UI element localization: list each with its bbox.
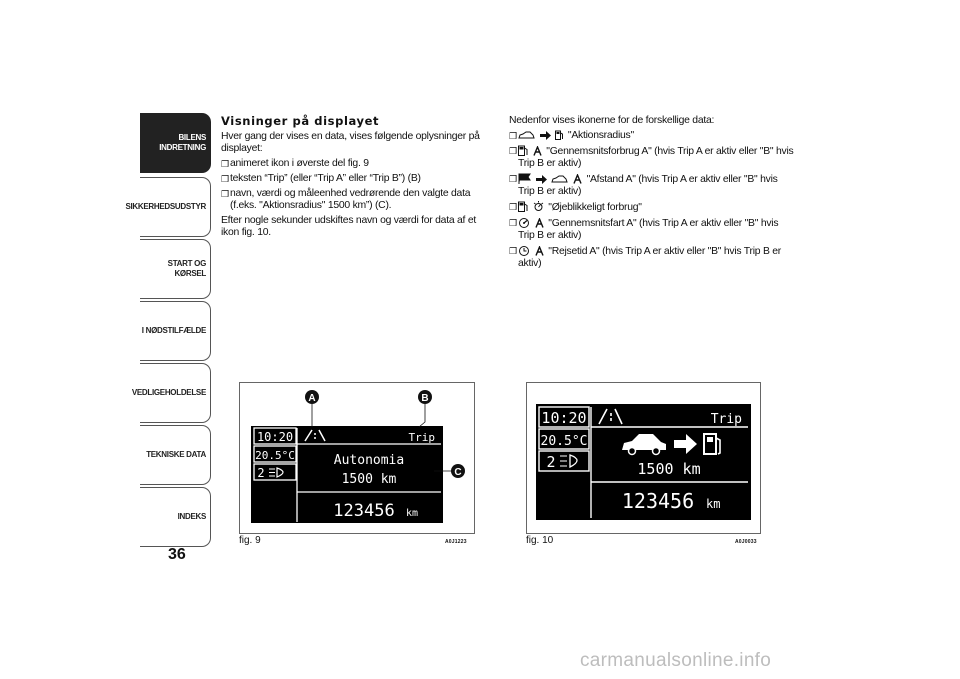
fig10-data-value: 1500 km [637, 460, 701, 478]
tab-bilens-indretning[interactable]: BILENS INDRETNING [140, 113, 211, 173]
fig10-caption: fig. 10 [526, 535, 554, 546]
gauge-icon [533, 201, 544, 212]
list-item: ❒ "Gennemsnitsfart A" (hvis Trip A er aktiv eller "B" hvis Trip B er aktiv) [509, 218, 779, 241]
fuel-pump-icon [555, 130, 563, 140]
list-item: ❒ "Øjeblikkeligt forbrug" [509, 202, 642, 213]
page-number: 36 [168, 546, 186, 563]
fuel-pump-icon [518, 145, 528, 156]
list-item: ❒ "Rejsetid A" (hvis Trip A er aktiv eller "B" hvis Trip B er aktiv) [509, 246, 782, 269]
fig10-clock: 10:20 [541, 409, 587, 427]
fig10-gear: 2 [546, 453, 556, 471]
callout-a: A [308, 393, 316, 404]
fig9-data-value: 1500 km [341, 472, 397, 487]
fig10-odometer: 123456 [621, 489, 695, 513]
section-heading: Visninger på displayet [221, 114, 380, 128]
bullet-box-icon: ❒ [509, 246, 517, 256]
fig10-trip-label: Trip [710, 412, 742, 427]
left-column [221, 115, 493, 242]
outro-paragraph: Efter nogle sekunder udskiftes navn og værdi for data af et ikon fig. 10. [221, 215, 476, 238]
list-item: ❒ animeret ikon i øverste del fig. 9 [221, 158, 369, 169]
fig9-odometer: 123456 [333, 501, 395, 521]
figure-10 [526, 382, 761, 534]
letter-a-icon [533, 146, 542, 156]
fig9-caption: fig. 9 [239, 535, 261, 546]
list-item: ❒ navn, værdi og måleenhed vedrørende den valgte data (f.eks. "Aktionsradius" 1500 km”) (C). [221, 188, 471, 211]
arrow-right-icon [540, 131, 551, 140]
figure-9 [239, 382, 475, 534]
fig10-code: A0J0033 [735, 539, 757, 545]
fig9-gear: 2 [257, 466, 265, 480]
tab-i-nodstilfaelde[interactable]: I NØDSTILFÆLDE [140, 301, 211, 361]
list-item: ❒ "Afstand A" (hvis Trip A er aktiv eller "B" hvis Trip B er aktiv) [509, 174, 778, 197]
tab-tekniske-data[interactable]: TEKNISKE DATA [140, 425, 211, 485]
tab-sikkerhedsudstyr[interactable]: SIKKERHEDSUDSTYR [140, 177, 211, 237]
fig9-code: A0J1223 [445, 539, 467, 545]
right-column [509, 115, 795, 273]
flag-icon [518, 173, 531, 184]
tab-indeks[interactable]: INDEKS [140, 487, 211, 547]
fig9-trip-label: Trip [408, 431, 435, 444]
bullet-box-icon: ❒ [509, 202, 517, 212]
letter-a-icon [535, 218, 544, 228]
fig10-odometer-unit: km [706, 497, 721, 511]
fig9-temperature: 20.5°C [255, 449, 295, 462]
bullet-box-icon: ❒ [509, 131, 517, 141]
bullet-box-icon: ❒ [221, 189, 229, 199]
fig10-display-illustration [526, 382, 761, 534]
letter-a-icon [573, 174, 582, 184]
list-item: ❒ "Aktionsradius" [509, 130, 634, 141]
car-icon [551, 175, 568, 184]
bullet-box-icon: ❒ [221, 174, 229, 184]
icons-intro: Nedenfor vises ikonerne for de forskellige data: [509, 115, 715, 126]
speedometer-icon [518, 217, 530, 228]
fig9-clock: 10:20 [256, 430, 294, 444]
fig9-display-illustration [239, 382, 475, 534]
tab-vedligeholdelse[interactable]: VEDLIGEHOLDELSE [140, 363, 211, 423]
bullet-box-icon: ❒ [509, 174, 517, 184]
list-item: ❒ "Gennemsnitsforbrug A" (hvis Trip A er aktiv eller "B" hvis Trip B er aktiv) [509, 146, 794, 169]
letter-a-icon [535, 246, 544, 256]
list-item: ❒ teksten “Trip” (eller “Trip A” eller “Trip B”) (B) [221, 173, 421, 184]
car-icon [518, 131, 535, 140]
intro-paragraph: Hver gang der vises en data, vises følgende oplysninger på displayet: [221, 131, 480, 154]
watermark: carmanualsonline.info [580, 650, 772, 671]
fig9-odometer-unit: km [406, 508, 419, 519]
fig10-temperature: 20.5°C [540, 434, 588, 449]
callout-b: B [421, 393, 429, 404]
fig9-data-name: Autonomia [333, 453, 405, 468]
bullet-box-icon: ❒ [509, 146, 517, 156]
bullet-box-icon: ❒ [509, 218, 517, 228]
callout-c: C [454, 467, 462, 478]
fuel-pump-icon [518, 201, 528, 212]
bullet-box-icon: ❒ [221, 159, 229, 169]
arrow-right-icon [536, 175, 547, 184]
clock-icon [518, 245, 530, 256]
tab-start-og-korsel[interactable]: START OG KØRSEL [140, 239, 211, 299]
